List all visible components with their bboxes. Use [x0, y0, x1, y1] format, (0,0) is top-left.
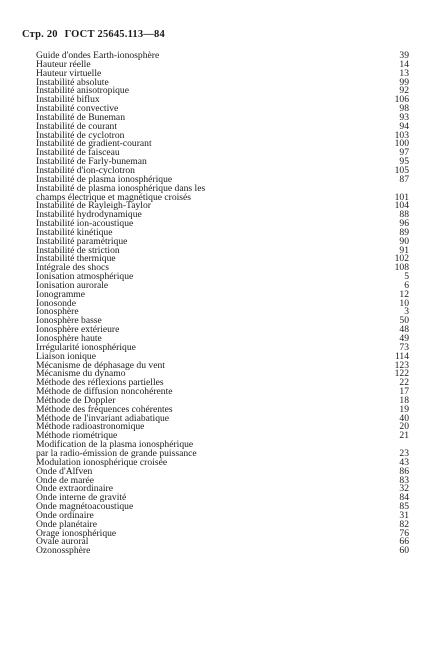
entry-term: Instabilité de courant	[36, 120, 117, 132]
entry-page-number: 108	[394, 262, 409, 274]
entry-page-number: 91	[399, 244, 409, 256]
entry-page-number: 100	[394, 138, 409, 150]
entry-term: Instabilité d'ion-cyclotron	[36, 164, 135, 176]
entry-page-number: 98	[399, 103, 409, 115]
entry-page-number: 105	[394, 164, 409, 176]
entry-page-number: 96	[399, 218, 409, 230]
entry-page-number: 85	[399, 501, 409, 513]
entry-page-number: 97	[399, 147, 409, 159]
entry-term: Instabilité de Buneman	[36, 111, 125, 123]
entry-term: Ionosphère haute	[36, 333, 102, 344]
entry-page-number: 60	[399, 545, 409, 557]
entry-page-number: 99	[399, 76, 409, 88]
entry-page-number: 50	[399, 315, 409, 327]
entry-term: Méthode radioastronomique	[36, 421, 145, 433]
entry-term: Méthode de diffusion noncohérente	[36, 386, 173, 398]
entry-term: Onde d'Alfven	[36, 465, 93, 477]
entry-term: Instabilité de Farly-buneman	[36, 156, 147, 168]
entry-page-number: 86	[399, 465, 409, 477]
index-list	[36, 52, 409, 556]
entry-page-number: 39	[399, 50, 409, 61]
entry-term: Ionosphère basse	[36, 315, 102, 327]
entry-term: Onde planétaire	[36, 518, 97, 530]
entry-term: Intégrale des shocs	[36, 262, 109, 274]
entry-page-number: 22	[399, 377, 409, 389]
entry-term: Instabilité ion-acoustique	[36, 218, 134, 230]
entry-page-number: 21	[399, 430, 409, 442]
entry-page-number: 10	[399, 297, 409, 309]
entry-term: Instabilité de striction	[36, 244, 120, 256]
entry-page-number: 90	[399, 235, 409, 247]
entry-term: Instabilité de plasma ionosphérique	[36, 173, 173, 185]
entry-term: Méthode riométrique	[36, 430, 118, 442]
entry-term: Modification de la plasma ionosphérique par la radio-émission de grande puissance	[36, 439, 197, 459]
entry-term: Instabilité de gradient-courant	[36, 138, 152, 150]
entry-page-number: 43	[399, 456, 409, 468]
entry-page-number: 73	[399, 341, 409, 353]
entry-page-number: 76	[399, 527, 409, 539]
entry-term: Méthode de l'invariant adiabatique	[36, 412, 170, 424]
entry-page-number: 123	[394, 359, 409, 371]
entry-page-number: 12	[399, 288, 409, 300]
entry-page-number: 40	[399, 412, 409, 424]
entry-page-number: 14	[399, 58, 409, 70]
entry-term: Mécanisme de déphasage du vent	[36, 359, 165, 371]
entry-page-number: 88	[399, 209, 409, 221]
entry-page-number: 102	[394, 253, 409, 265]
entry-term: Ionosphère extérieure	[36, 324, 120, 336]
index-entry	[36, 52, 409, 61]
entry-page-number: 114	[394, 350, 409, 362]
entry-term: Ionogramme	[36, 288, 86, 300]
entry-page-number: 49	[399, 333, 409, 344]
entry-page-number: 5	[404, 271, 409, 283]
entry-term: Instabilité de cyclotron	[36, 129, 125, 141]
entry-term: Instabilité biflux	[36, 94, 100, 106]
entry-page-number: 48	[399, 324, 409, 336]
index-entry	[36, 538, 409, 547]
entry-page-number: 87	[399, 173, 409, 185]
entry-term: Onde magnétoacoustique	[36, 501, 134, 513]
standard-code: ГОСТ 25645.113—84	[64, 29, 165, 40]
entry-page-number: 23	[399, 447, 409, 459]
entry-term: Méthode de Doppler	[36, 394, 116, 406]
entry-page-number: 82	[399, 518, 409, 530]
entry-term: Onde extraordinaire	[36, 483, 113, 495]
entry-term: Instabilité absolute	[36, 76, 109, 88]
page-header	[22, 29, 169, 40]
entry-term: Orage ionosphérique	[36, 527, 117, 539]
entry-page-number: 31	[399, 509, 409, 521]
entry-term: Instabilité de plasma ionosphérique dans les champs électrique et magnétique croisés	[36, 182, 206, 203]
entry-page-number: 17	[399, 386, 409, 398]
entry-page-number: 66	[399, 536, 409, 548]
entry-page-number: 92	[399, 85, 409, 97]
entry-page-number: 84	[399, 492, 409, 504]
entry-term: Mécanisme du dynamo	[36, 368, 126, 380]
entry-term: Instabilité de Rayleigh-Taylor	[36, 200, 151, 212]
entry-page-number: 13	[399, 67, 409, 79]
entry-term: Onde de marée	[36, 474, 95, 486]
entry-term: Ionosphère	[36, 306, 79, 318]
entry-term: Instabilité kinétique	[36, 226, 113, 238]
entry-page-number: 32	[399, 483, 409, 495]
entry-page-number: 106	[394, 94, 409, 106]
entry-term: Hauteur virtuelle	[36, 67, 102, 79]
entry-page-number: 83	[399, 474, 409, 486]
entry-page-number: 18	[399, 394, 409, 406]
entry-term: Instabilité paramétrique	[36, 235, 128, 247]
entry-term: Ovale auroral	[36, 536, 89, 548]
entry-term: Méthode des réflexions partielles	[36, 377, 164, 389]
entry-term: Ozonossphère	[36, 545, 91, 557]
entry-term: Ionisation atmosphérique	[36, 271, 134, 283]
entry-page-number: 122	[394, 368, 409, 380]
entry-term: Irrégularité ionosphérique	[36, 341, 136, 353]
entry-term: Ionosonde	[36, 297, 76, 309]
entry-term: Instabilité hydrodynamique	[36, 209, 142, 221]
entry-term: Instabilité thermique	[36, 253, 116, 265]
entry-term: Ionisation aurorale	[36, 279, 109, 291]
entry-term: Guide d'ondes Earth-ionosphère	[36, 50, 160, 61]
entry-term: Instabilité de faisceau	[36, 147, 120, 159]
entry-page-number: 20	[399, 421, 409, 433]
entry-page-number: 19	[399, 403, 409, 415]
entry-page-number: 89	[399, 226, 409, 238]
entry-page-number: 104	[394, 200, 409, 212]
entry-term: Modulation ionosphérique croisée	[36, 456, 168, 468]
entry-page-number: 103	[394, 129, 409, 141]
page-label: Стр. 20	[22, 29, 58, 40]
entry-page-number: 94	[399, 120, 409, 132]
entry-page-number: 101	[394, 191, 409, 203]
entry-term: Onde interne de gravité	[36, 492, 127, 504]
entry-term: Instabilité anisotropique	[36, 85, 129, 97]
index-entry	[36, 288, 409, 300]
index-entry	[36, 547, 409, 556]
entry-term: Hauteur réelle	[36, 58, 91, 70]
index-entry	[36, 279, 409, 291]
entry-page-number: 3	[404, 306, 409, 318]
entry-page-number: 95	[399, 156, 409, 168]
index-entry	[36, 297, 409, 309]
index-entry	[36, 527, 409, 539]
entry-term: Méthode des fréquences cohérentes	[36, 403, 173, 415]
entry-term: Liaison ionique	[36, 350, 96, 362]
entry-term: Onde ordinaire	[36, 509, 94, 521]
entry-page-number: 6	[404, 279, 409, 291]
entry-page-number: 93	[399, 111, 409, 123]
entry-term: Instabilité convective	[36, 103, 119, 115]
